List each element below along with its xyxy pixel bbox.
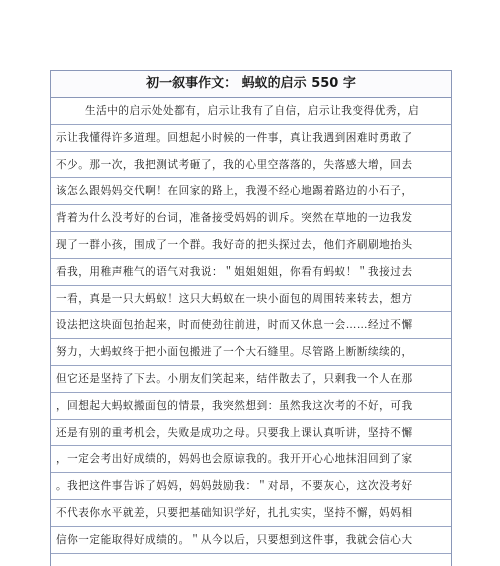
- essay-line: 不少。那一次，我把测试考砸了，我的心里空落落的，失落感大增，回去: [51, 152, 451, 179]
- essay-line: 。我把这件事告诉了妈妈，妈妈鼓励我：＂对昂，不要灰心，这次没考好: [51, 473, 451, 500]
- essay-line: 努力，大蚂蚁终于把小面包搬进了一个大石缝里。尽管路上断断续续的，: [51, 339, 451, 366]
- essay-line: ，一定会考出好成绩的，妈妈也会原谅我的。我开开心心地抹泪回到了家: [51, 446, 451, 473]
- essay-line: 该怎么跟妈妈交代啊！在回家的路上，我漫不经心地踢着路边的小石子，: [51, 178, 451, 205]
- essay-title: 初一叙事作文： 蚂蚁的启示 550 字: [51, 71, 451, 98]
- essay-line: 看我，用稚声稚气的语气对我说：＂姐姐姐姐，你看有蚂蚁！＂我接过去: [51, 259, 451, 286]
- essay-line: ，回想起大蚂蚁搬面包的情景，我突然想到：虽然我这次考的不好，可我: [51, 393, 451, 420]
- essay-line: 背着为什么没考好的台词，准备接受妈妈的训斥。突然在草地的一边我发: [51, 205, 451, 232]
- essay-line: 信你一定能取得好成绩的。＂从今以后，只要想到这件事，我就会信心大: [51, 527, 451, 554]
- essay-line: 示让我懂得许多道理。回想起小时候的一件事，真让我遇到困难时勇敢了: [51, 125, 451, 152]
- essay-line: 但它还是坚持了下去。小朋友们笑起来，结伴散去了，只剩我一个人在那: [51, 366, 451, 393]
- essay-line: 一看，真是一只大蚂蚁！这只大蚂蚁在一块小面包的周围转来转去，想方: [51, 286, 451, 313]
- essay-sheet: [50, 70, 452, 566]
- essay-line: 现了一群小孩，围成了一个群。我好奇的把头探过去，他们齐刷刷地抬头: [51, 232, 451, 259]
- essay-line: 设法把这块面包抬起来，时而使劲往前进，时而又休息一会……经过不懈: [51, 312, 451, 339]
- essay-body: [51, 98, 451, 554]
- essay-line: 不代表你水平就差，只要把基础知识学好，扎扎实实，坚持不懈，妈妈相: [51, 500, 451, 527]
- essay-line: 还是有别的重考机会，失败是成功之母。只要我上课认真听讲，坚持不懈: [51, 420, 451, 447]
- essay-line: 生活中的启示处处都有，启示让我有了自信，启示让我变得优秀，启: [51, 98, 451, 125]
